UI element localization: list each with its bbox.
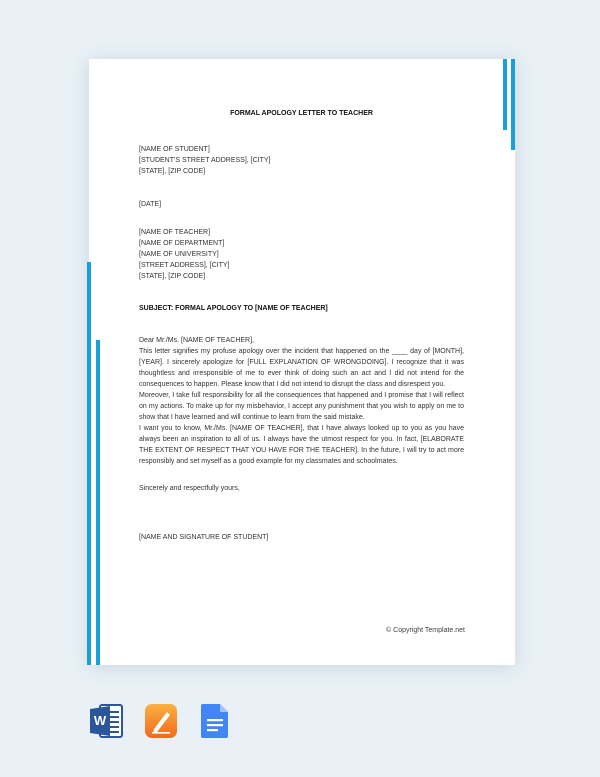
date-text: [DATE] (139, 201, 162, 208)
recipient-line: [NAME OF TEACHER] (139, 229, 211, 236)
paragraph: Moreover, I take full responsibility for all the consequences that happened and I promise that I will reflect on my actions. To make up for my misbehavior, I accept any punishment that you wish to apply on me to show that I have learned and will continue to learn from the said mistake. (139, 392, 464, 421)
paragraph: I want you to know, Mr./Ms. [NAME OF TEACHER], that I have always looked up to you as you have always been an inspiration to all of us. I always have the utmost respect for you. In fact, [ELABORATE THE EXTENT OF RESPECT THAT YOU HAVE FOR THE TEACHER]. In the future, I will try to act more responsibly and set myself as a good example for my classmates and schoolmates. (139, 425, 464, 465)
accent-bar-left-2 (96, 340, 100, 665)
paragraph: This letter signifies my profuse apology over the incident that happened on the ____ day of [MONTH], [YEAR]. I sincerely apologize for [FULL EXPLANATION OF WRONGDOING]. I recognize that it was thoughtless and irresponsible of me to ever think of doing such an act and I did not intend for the consequences to happen. Please know that I did not intend to disrupt the class and disrespect you. (139, 348, 464, 388)
accent-bar-left-1 (87, 262, 91, 665)
recipient-line: [STREET ADDRESS], [CITY] (139, 262, 230, 269)
accent-bar-top-right-2 (511, 59, 515, 150)
sender-line: [NAME OF STUDENT] (139, 146, 210, 153)
document-title: FORMAL APOLOGY LETTER TO TEACHER (230, 110, 373, 117)
recipient-line: [STATE], [ZIP CODE] (139, 273, 206, 280)
salutation: Dear Mr./Ms. [NAME OF TEACHER], (139, 337, 254, 344)
word-icon[interactable] (90, 703, 124, 739)
svg-text:W: W (93, 713, 107, 728)
copyright-text: © Copyright Template.net (386, 627, 465, 634)
letter-date (139, 199, 464, 210)
pages-icon[interactable] (144, 703, 178, 739)
google-docs-icon[interactable] (198, 703, 232, 739)
recipient-address (139, 227, 464, 282)
recipient-line: [NAME OF UNIVERSITY] (139, 251, 219, 258)
closing: Sincerely and respectfully yours, (139, 485, 240, 492)
letter-subject: SUBJECT: FORMAL APOLOGY TO [NAME OF TEACHER] (139, 305, 328, 312)
letter-body (139, 108, 464, 543)
recipient-line: [NAME OF DEPARTMENT] (139, 240, 225, 247)
sender-line: [STUDENT'S STREET ADDRESS], [CITY] (139, 157, 271, 164)
signature: [NAME AND SIGNATURE OF STUDENT] (139, 534, 269, 541)
sender-address (139, 144, 464, 177)
sender-line: [STATE], [ZIP CODE] (139, 168, 206, 175)
accent-bar-top-right-1 (503, 59, 507, 130)
